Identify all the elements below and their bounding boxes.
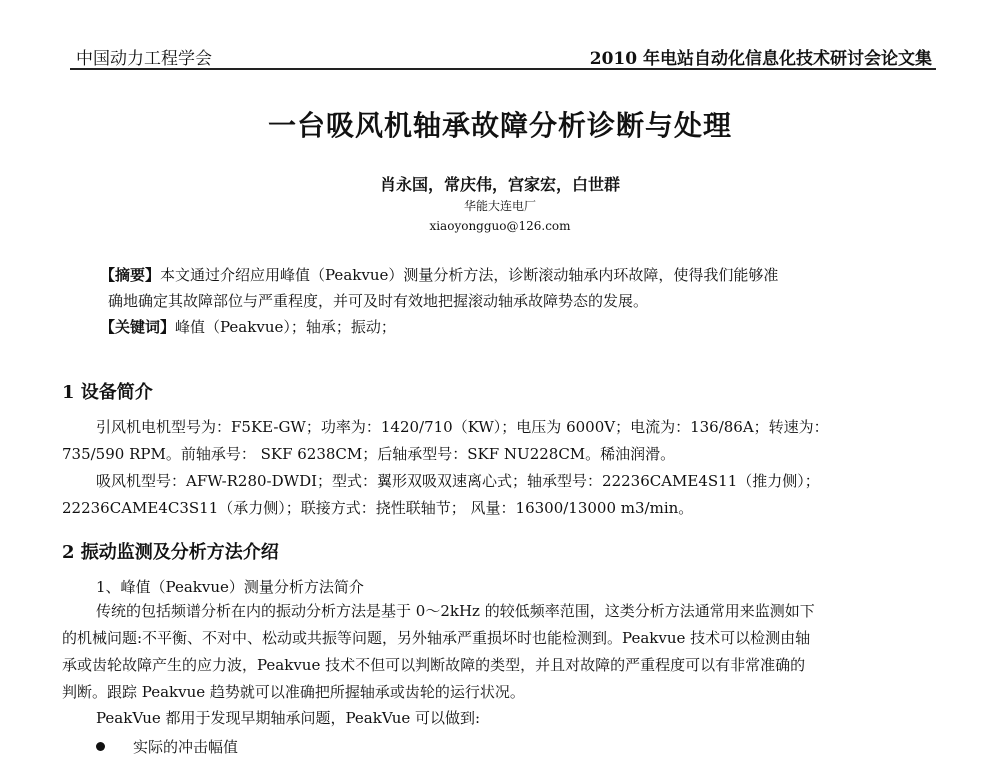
abstract-label: 【摘要】 <box>100 266 161 284</box>
running-header-left: 中国动力工程学会 <box>76 49 212 69</box>
subsection-2-1-heading: 1、峰值（Peakvue）测量分析方法简介 <box>96 578 364 596</box>
section-1-p2-line-1: 吸风机型号：AFW-R280-DWDI；型式：翼形双吸双速离心式；轴承型号：22236CAME4S11（推力侧）； <box>96 472 820 490</box>
bullet-dot-icon <box>96 742 105 751</box>
keywords-label: 【关键词】 <box>100 318 176 336</box>
abstract-line-2: 确地确定其故障部位与严重程度，并可及时有效地把握滚动轴承故障势态的发展。 <box>108 292 649 310</box>
section-2-line-4: 判断。跟踪 Peakvue 趋势就可以准确把所握轴承或齿轮的运行状况。 <box>62 683 525 701</box>
paper-title: 一台吸风机轴承故障分析诊断与处理 <box>267 109 732 142</box>
section-2-line-3: 承或齿轮故障产生的应力波，Peakvue 技术不但可以判断故障的类型，并且对故障的严重程度可以有非常准确的 <box>62 656 806 674</box>
running-header-right: 2010 年电站自动化信息化技术研讨会论文集 <box>589 49 932 69</box>
bullet-item-text: 实际的冲击幅值 <box>133 738 239 756</box>
abstract-line-1: 本文通过介绍应用峰值（Peakvue）测量分析方法，诊断滚动轴承内环故障，使得我们能够准 <box>160 266 779 284</box>
section-1-heading: 1 设备简介 <box>62 382 153 403</box>
section-1-p1-line-1: 引风机电机型号为：F5KE-GW；功率为：1420/710（KW）；电压为 6000V；电流为：136/86A；转速为： <box>96 418 829 436</box>
section-1-p1-line-2: 735/590 RPM。前轴承号： SKF 6238CM；后轴承型号：SKF NU228CM。稀油润滑。 <box>62 445 676 463</box>
section-1-p2-line-2: 22236CAME4C3S11（承力侧）；联接方式：挠性联轴节； 风量：16300/13000 m3/min。 <box>62 499 694 517</box>
authors: 肖永国，常庆伟，宫家宏，白世群 <box>379 175 620 194</box>
abstract-block <box>100 262 920 340</box>
section-2-body <box>62 598 937 706</box>
author-email: xiaoyongguo@126.com <box>429 219 571 233</box>
affiliation: 华能大连电厂 <box>463 199 536 213</box>
keywords: 峰值（Peakvue）；轴承；振动； <box>175 318 396 336</box>
section-2-line-2: 的机械问题:不平衡、不对中、松动或共振等问题，另外轴承严重损坏时也能检测到。Peakvue 技术可以检测由轴 <box>62 629 811 647</box>
section-1-body <box>62 414 937 522</box>
bullet-item <box>96 736 238 757</box>
section-2-heading: 2 振动监测及分析方法介绍 <box>62 542 279 563</box>
peakvue-intro-line: PeakVue 都用于发现早期轴承问题，PeakVue 可以做到: <box>96 709 481 727</box>
header-divider <box>70 68 936 70</box>
section-2-line-1: 传统的包括频谱分析在内的振动分析方法是基于 0～2kHz 的较低频率范围，这类分析方法通常用来监测如下 <box>96 602 815 620</box>
